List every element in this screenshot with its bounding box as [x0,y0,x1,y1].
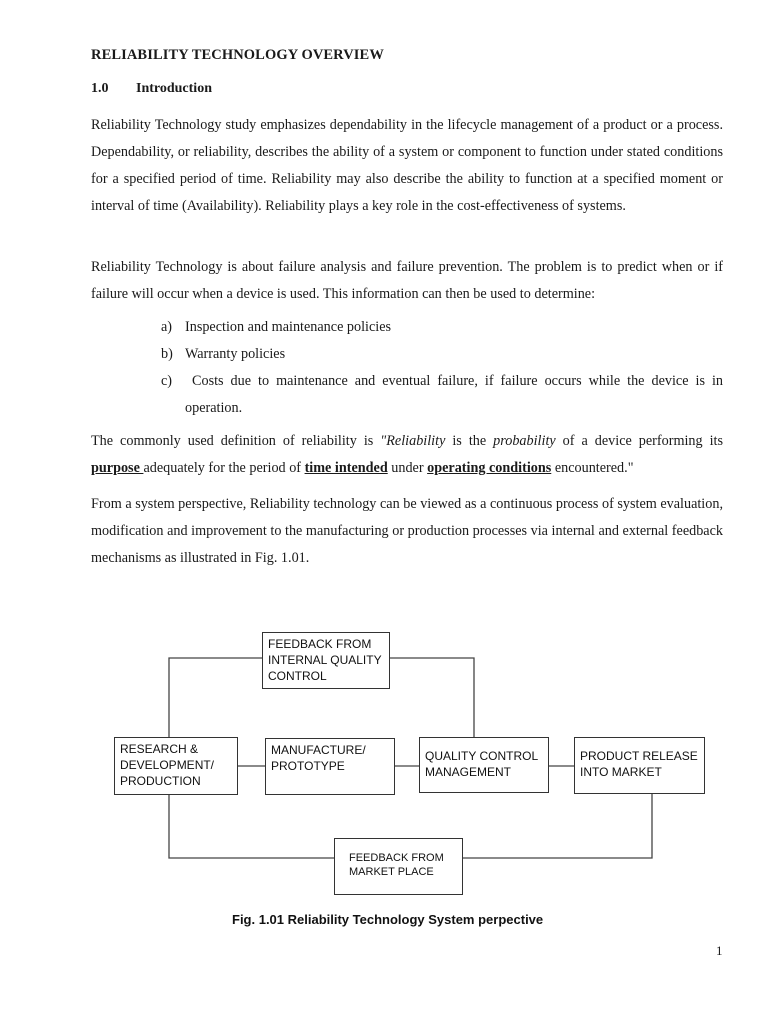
section-number: 1.0 [91,81,109,96]
intro-paragraph: Reliability Technology study emphasizes dependability in the lifecycle management of a product or a process. Dependability, or reliability, describes the ability of a system or component to function under stated conditions for a specified period of time. Reliability may also describe the ability to function at a specified moment or interval of time (Availability). Reliability plays a key role in the cost-effectiveness of systems. [91,117,723,214]
definition-after-probability: of a device performing its [555,433,724,449]
figure-caption: Fig. 1.01 Reliability Technology System perpective [232,912,544,927]
list-text: Inspection and maintenance policies [185,319,392,335]
manufacture-box: MANUFACTURE/ PROTOTYPE [265,738,395,795]
connector-feedback-internal-to-quality [390,658,474,737]
system-perspective-paragraph: From a system perspective, Reliability technology can be viewed as a continuous process of system evaluation, modification and improvement to the manufacturing or production processes via internal and external feedback mechanisms as illustrated in Fig. 1.01. [91,496,723,566]
definition-purpose: purpose [91,460,144,476]
definition-operating-conditions: operating conditions [427,460,552,476]
definition-after-purpose: adequately for the period of [143,460,305,476]
definition-probability: probability [493,433,556,449]
definition-quote-open: " [380,433,387,449]
connector-research-to-feedback-internal [169,658,262,739]
definition-lead: The commonly used definition of reliability is [91,433,381,449]
research-box: RESEARCH & DEVELOPMENT/ PRODUCTION [114,737,238,795]
definition-is-the: is the [445,433,494,449]
quality-control-box: QUALITY CONTROL MANAGEMENT [419,737,549,793]
list-text: Costs due to maintenance and eventual failure, if failure occurs while the device is in operation. [185,373,727,416]
definition-term: Reliability [386,433,446,449]
page-title: RELIABILITY TECHNOLOGY OVERVIEW [91,47,384,63]
definition-under: under [387,460,428,476]
feedback-market-box: FEEDBACK FROM MARKET PLACE [334,838,463,895]
product-release-box: PRODUCT RELEASE INTO MARKET [574,737,705,794]
section-title: Introduction [136,81,212,96]
list-text: Warranty policies [185,346,286,362]
list-marker: c) [161,373,173,389]
definition-end: encountered." [551,460,634,476]
feedback-internal-box: FEEDBACK FROM INTERNAL QUALITY CONTROL [262,632,390,689]
connector-release-to-feedback-market [463,794,652,858]
failure-analysis-paragraph: Reliability Technology is about failure analysis and failure prevention. The problem is to predict when or if failure will occur when a device is used. This information can then be used to determine: [91,259,723,302]
page-number: 1 [716,943,723,958]
connector-feedback-market-to-research [169,795,334,858]
list-marker: b) [161,346,173,362]
definition-time-intended: time intended [304,460,388,476]
list-marker: a) [161,319,173,335]
